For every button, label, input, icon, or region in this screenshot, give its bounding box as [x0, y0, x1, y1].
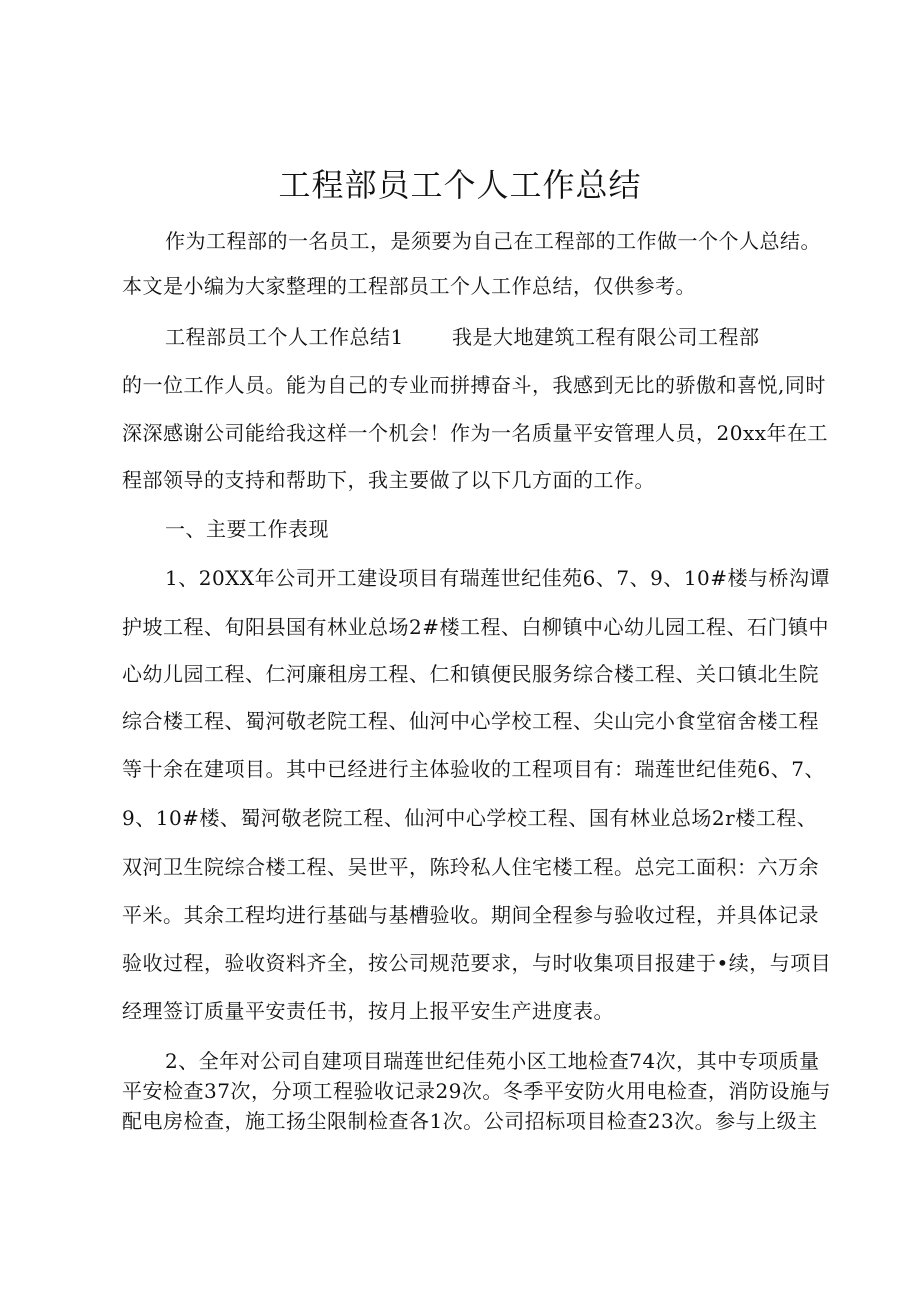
item1-line-10: 经理签订质量平安责任书，按月上报平安生产进度表。 [122, 999, 614, 1023]
section1-line-2: 的一位工作人员。能为自己的专业而拼搏奋斗，我感到无比的骄傲和喜悦,同时 [122, 373, 826, 397]
intro-line-2: 本文是小编为大家整理的工程部员工个人工作总结，仅供参考。 [122, 274, 696, 298]
item1-line-1: 1、20XX年公司开工建设项目有瑞莲世纪佳苑6、7、9、10#楼与桥沟谭 [165, 566, 831, 590]
section1-heading: 工程部员工个人工作总结1 [165, 325, 404, 349]
item1-line-9: 验收过程，验收资料齐全，按公司规范要求，与时收集项目报建于•续，与项目 [122, 951, 832, 975]
intro-line-1: 作为工程部的一名员工，是须要为自己在工程部的工作做一个个人总结。 [165, 229, 821, 253]
item1-line-4: 综合楼工程、蜀河敬老院工程、仙河中心学校工程、尖山完小食堂宿舍楼工程 [122, 709, 819, 733]
item2-line-2: 平安检查37次，分项工程验收记录29次。冬季平安防火用电检查，消防设施与 [122, 1079, 831, 1103]
section1-heading-continuation: 我是大地建筑工程有限公司工程部 [452, 325, 760, 349]
item1-line-2: 护坡工程、旬阳县国有林业总场2#楼工程、白柳镇中心幼儿园工程、石门镇中 [122, 615, 829, 639]
document-title: 工程部员工个人工作总结 [278, 166, 642, 204]
item1-line-7: 双河卫生院综合楼工程、吴世平，陈玲私人住宅楼工程。总完工面积：六万余 [122, 855, 819, 879]
item2-line-3: 配电房检查，施工扬尘限制检查各1次。公司招标项目检查23次。参与上级主 [122, 1109, 818, 1133]
section1-line-4: 程部领导的支持和帮助下，我主要做了以下几方面的工作。 [122, 468, 655, 492]
item1-line-6: 9、10#楼、蜀河敬老院工程、仙河中心学校工程、国有林业总场2r楼工程、 [122, 806, 818, 830]
item2-line-1: 2、全年对公司自建项目瑞莲世纪佳苑小区工地检查74次，其中专项质量 [165, 1049, 820, 1073]
subheading-main-work: 一、主要工作表现 [165, 517, 329, 541]
item1-line-5: 等十余在建项目。其中已经进行主体验收的工程项目有：瑞莲世纪佳苑6、7、 [122, 757, 825, 781]
item1-line-8: 平米。其余工程均进行基础与基槽验收。期间全程参与验收过程，并具体记录 [122, 903, 819, 927]
section1-line-3: 深深感谢公司能给我这样一个机会！作为一名质量平安管理人员，20xx年在工 [122, 421, 829, 445]
item1-line-3: 心幼儿园工程、仁河廉租房工程、仁和镇便民服务综合楼工程、关口镇北生院 [122, 662, 819, 686]
